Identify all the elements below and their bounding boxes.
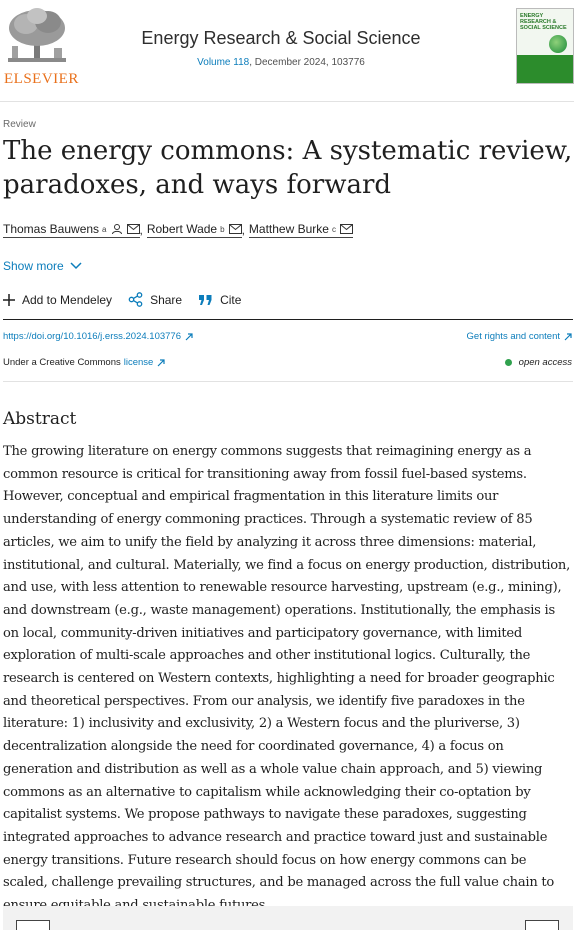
email-icon	[127, 224, 140, 234]
open-access-badge: open access	[505, 357, 572, 368]
cover-globe-icon	[549, 35, 567, 53]
article-type: Review	[3, 119, 36, 130]
share-icon	[128, 292, 143, 307]
author-list: Thomas Bauwens a , Robert Wade b , Matthew Burke c	[3, 222, 353, 238]
journal-meta	[80, 57, 482, 68]
volume-link[interactable]: Volume 118	[197, 57, 250, 68]
person-icon	[111, 223, 123, 235]
panel-button-left[interactable]	[16, 920, 50, 930]
external-link-icon	[185, 333, 193, 341]
get-rights-link[interactable]: Get rights and content	[467, 331, 572, 342]
open-access-dot-icon	[505, 359, 512, 366]
license-link[interactable]: license	[124, 357, 166, 368]
journal-cover[interactable]	[516, 8, 574, 84]
abstract-heading: Abstract	[3, 409, 77, 429]
journal-info	[80, 28, 482, 68]
quote-icon	[198, 294, 213, 306]
header-divider	[0, 101, 574, 102]
elsevier-logo[interactable]	[4, 6, 79, 87]
author-link[interactable]: Thomas Bauwens a	[3, 222, 140, 238]
journal-meta-rest: , December 2024, 103776	[249, 57, 365, 68]
author-link[interactable]: Matthew Burke c	[249, 222, 353, 238]
journal-title[interactable]: Energy Research & Social Science	[141, 28, 421, 48]
article-actions	[3, 292, 257, 307]
doi-link[interactable]: https://doi.org/10.1016/j.erss.2024.103776	[3, 331, 193, 342]
cover-title: ENERGY RESEARCH & SOCIAL SCIENCE	[520, 13, 567, 31]
journal-header	[0, 0, 574, 92]
email-icon	[229, 224, 242, 234]
email-icon	[340, 224, 353, 234]
show-more-button[interactable]: Show more	[3, 259, 82, 273]
abstract-text: The growing literature on energy commons suggests that reimagining energy as a common resource is critical for transitioning away from fossil fuel-based systems. However, conceptual and empirical fragmentation in this literature limits our understanding of energy commoning practices. Through a systematic review of 85 articles, we aim to unify the field by analyzing it across three dimensions: material, institutional, and cultural. Materially, we find a focus on energy production, distribution, and use, with less attention to renewable resource harvesting, upstream (e.g., mining), and downstream (e.g., waste management) operations. Institutionally, the emphasis is on local, community-driven initiatives and participatory governance, with limited exploration of multi-scale approaches and other institutional logics. Culturally, the research is centered on Western contexts, highlighting a need for broader geographic and theoretical perspectives. From our analysis, we identify five paradoxes in the literature: 1) inclusivity and exclusivity, 2) a Western focus and the pluriverse, 3) decentralization alongside the need for coordinated governance, 4) a focus on generation and distribution as well as a whole value chain approach, and 5) viewing commons as an alternative to capitalism while acknowledging their co-optation by capitalist systems. We propose pathways to navigate these paradoxes, suggesting integrated approaches to advance research and practice toward just and sustainable energy transitions. Future research should focus on how energy commons can be scaled, challenge prevailing structures, and be managed across the full value chain to	[3, 444, 570, 891]
share-button[interactable]: Share	[128, 292, 182, 307]
figure-panel	[3, 906, 573, 930]
license-info: Under a Creative Commons license	[3, 357, 165, 368]
actions-divider	[3, 319, 573, 320]
add-to-mendeley-button[interactable]: Add to Mendeley	[3, 293, 112, 307]
chevron-down-icon	[70, 262, 82, 270]
external-link-icon	[157, 359, 165, 367]
abstract-divider	[3, 381, 573, 382]
external-link-icon	[564, 333, 572, 341]
plus-icon	[3, 294, 15, 306]
elsevier-tree-icon	[4, 6, 70, 64]
author-link[interactable]: Robert Wade b	[147, 222, 242, 238]
cite-button[interactable]: Cite	[198, 293, 241, 307]
panel-button-right[interactable]	[525, 920, 559, 930]
article-title: The energy commons: A systematic review, paradoxes, and ways forward	[3, 136, 573, 200]
publisher-name: ELSEVIER	[4, 71, 79, 87]
